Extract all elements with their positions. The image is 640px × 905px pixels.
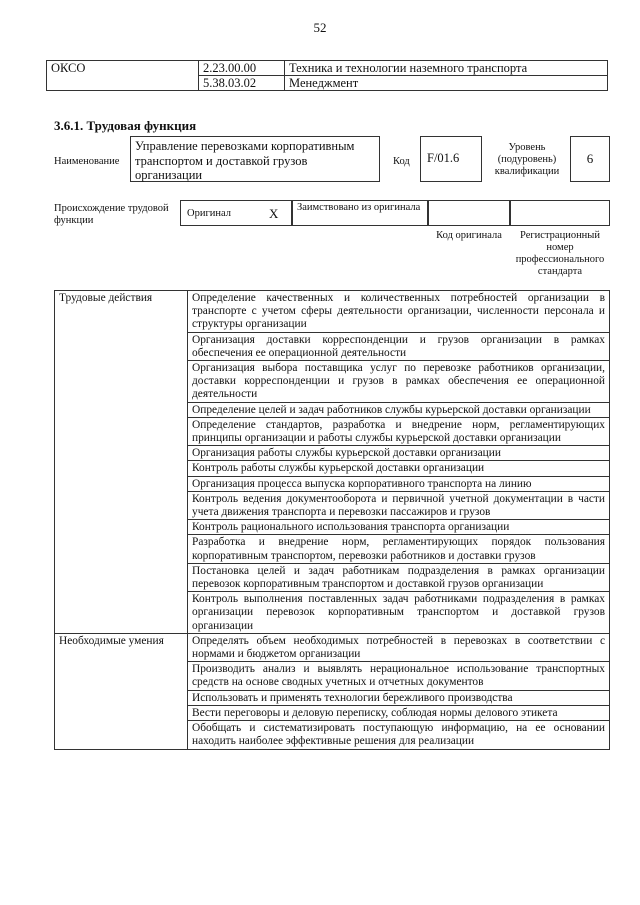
level-box: 6 bbox=[570, 136, 610, 182]
reg-number-box bbox=[510, 200, 610, 226]
labor-action-item: Контроль ведения документооборота и первичной учетной документации в части учета движения транспорта и перевозки пассажиров и грузов bbox=[188, 491, 610, 519]
okso-row bbox=[47, 61, 608, 76]
labor-action-item: Постановка целей и задач работникам подразделения в рамках организации перевозок корпоративным транспортом и доставкой грузов организации bbox=[188, 563, 610, 591]
level-label: Уровень (подуровень) квалификации bbox=[494, 142, 560, 177]
original-cell bbox=[180, 200, 292, 226]
labor-action-item: Контроль рационального использования транспорта организации bbox=[188, 520, 610, 535]
origin-label: Происхождение трудовой функции bbox=[54, 203, 169, 226]
labor-action-item: Определение целей и задач работников службы курьерской доставки организации bbox=[188, 402, 610, 417]
function-details-table bbox=[54, 290, 610, 750]
labor-action-item: Организация выбора поставщика услуг по перевозке работников организации, доставки корреспонденции и грузов в рамках обеспечения ее операционной деятельности bbox=[188, 361, 610, 403]
skill-item: Использовать и применять технологии бережливого производства bbox=[188, 690, 610, 705]
code-original-box bbox=[428, 200, 510, 226]
code-box: F/01.6 bbox=[420, 136, 482, 182]
labor-action-item: Разработка и внедрение норм, регламентирующих порядок пользования корпоративным транспортом, перевозки работников и доставки грузов bbox=[188, 535, 610, 563]
table-row bbox=[55, 633, 610, 661]
section-title: 3.6.1. Трудовая функция bbox=[54, 118, 197, 133]
labor-action-item: Определение качественных и количественных потребностей организации в транспорте с учетом сферы деятельности организации, численности персонала и структуры организации bbox=[188, 291, 610, 333]
labor-action-item: Контроль работы службы курьерской доставки организации bbox=[188, 461, 610, 476]
labor-actions-label: Трудовые действия bbox=[55, 291, 188, 634]
okso-name: Техника и технологии наземного транспорта bbox=[285, 61, 608, 76]
code-label: Код bbox=[393, 156, 410, 167]
reg-number-label: Регистрационный номер профессионального стандарта bbox=[515, 230, 605, 277]
skill-item: Производить анализ и выявлять нерациональное использование транспортных средств на основе сводных учетных и отчетных документов bbox=[188, 662, 610, 690]
labor-action-item: Контроль выполнения поставленных задач работниками подразделения в рамках организации перевозок корпоративным транспортом и доставкой грузов организации bbox=[188, 592, 610, 634]
function-name-box: Управление перевозками корпоративным транспортом и доставкой грузов организации bbox=[130, 136, 380, 182]
code-original-label: Код оригинала bbox=[436, 230, 502, 241]
required-skills-label: Необходимые умения bbox=[55, 633, 188, 749]
labor-action-item: Организация работы службы курьерской доставки организации bbox=[188, 446, 610, 461]
borrowed-cell bbox=[292, 200, 428, 226]
borrowed-label: Заимствовано из оригинала bbox=[297, 202, 421, 213]
okso-code: 5.38.03.02 bbox=[199, 76, 285, 91]
original-mark: X bbox=[269, 206, 279, 221]
skill-item: Определять объем необходимых потребностей в перевозках в соответствии с нормами и бюджетом организации bbox=[188, 633, 610, 661]
original-label: Оригинал bbox=[187, 208, 231, 219]
name-label: Наименование bbox=[54, 156, 120, 167]
skill-item: Вести переговоры и деловую переписку, соблюдая нормы делового этикета bbox=[188, 705, 610, 720]
okso-label: ОКСО bbox=[47, 61, 199, 91]
table-row bbox=[55, 291, 610, 333]
okso-code: 2.23.00.00 bbox=[199, 61, 285, 76]
okso-name: Менеджмент bbox=[285, 76, 608, 91]
skill-item: Обобщать и систематизировать поступающую информацию, на ее основании находить наиболее эффективные решения для реализации bbox=[188, 721, 610, 749]
labor-action-item: Организация процесса выпуска корпоративного транспорта на линию bbox=[188, 476, 610, 491]
labor-action-item: Организация доставки корреспонденции и грузов организации в рамках обеспечения ее операционной деятельности bbox=[188, 332, 610, 360]
page-number: 52 bbox=[313, 20, 327, 35]
okso-table bbox=[46, 60, 608, 91]
labor-action-item: Определение стандартов, разработка и внедрение норм, регламентирующих принципы организации и работы службы курьерской доставки организации bbox=[188, 417, 610, 445]
